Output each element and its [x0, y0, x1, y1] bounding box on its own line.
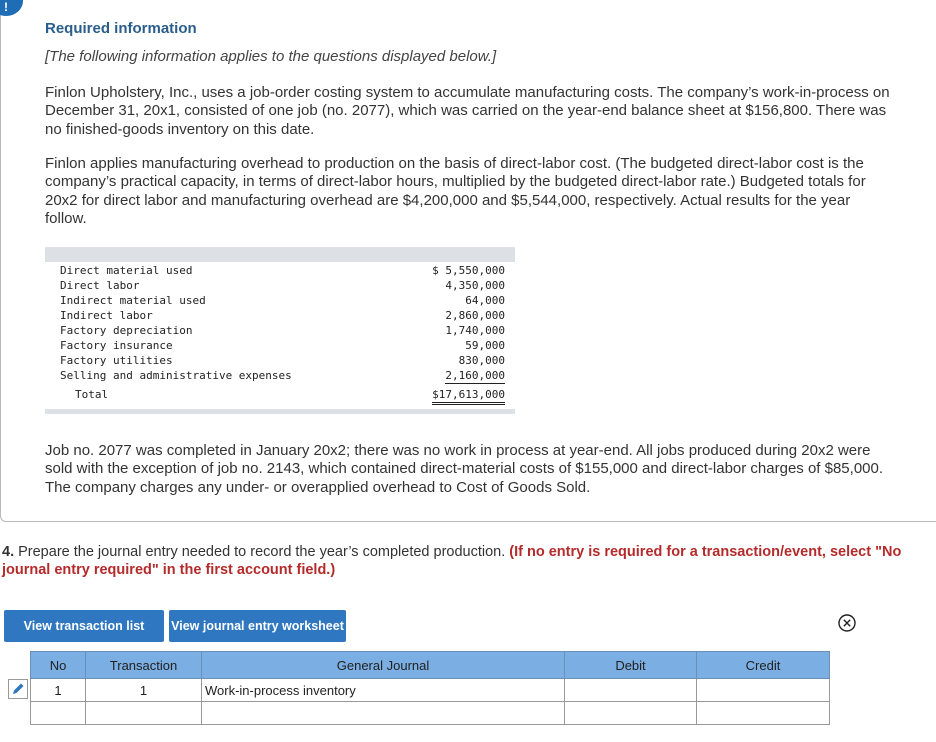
- cost-row: [60, 309, 505, 324]
- cost-amount: 2,860,000: [445, 309, 505, 322]
- pencil-icon[interactable]: [8, 679, 28, 699]
- cost-amount: $ 5,550,000: [432, 264, 505, 277]
- debit-field[interactable]: [565, 679, 697, 702]
- cost-label: Indirect labor: [60, 309, 153, 322]
- journal-entry-table: [30, 651, 830, 725]
- cost-label: Factory utilities: [60, 354, 173, 367]
- cost-row: [60, 279, 505, 294]
- col-header-transaction: Transaction: [86, 652, 202, 679]
- close-circle-icon[interactable]: [838, 614, 856, 632]
- question-4: [2, 543, 936, 579]
- table-row: [31, 702, 830, 725]
- account-field[interactable]: [202, 702, 565, 725]
- cost-label: Selling and administrative expenses: [60, 369, 292, 382]
- paragraph-2: Finlon applies manufacturing overhead to production on the basis of direct-labor cost. (The budgeted direct-labor cost is the company’s practical capacity, in terms of direct-labor hours, multiplied by the budgeted direct-labor rate.) Budgeted totals for 20x2 for direct labor and manufacturing overhead are $4,200,000 and $5,544,000, respectively. Actual results for the year follow.: [45, 155, 866, 227]
- cost-row: [60, 294, 505, 309]
- paragraph-3: Job no. 2077 was completed in January 20x2; there was no work in process at year-end. All jobs produced during 20x2 were sold with the exception of job no. 2143, which contained direct-material costs of $155,000 and direct-labor charges of $85,000. The company charges any under- or overapplied overhead to Cost of Goods Sold.: [45, 442, 884, 496]
- paragraph-1: Finlon Upholstery, Inc., uses a job-order costing system to accumulate manufacturing costs. The company’s work-in-process on December 31, 20x1, consisted of one job (no. 2077), which was carried on the year-end balance sheet at $156,800. There was no finished-goods inventory on this date.: [45, 84, 890, 138]
- info-badge-icon: !: [0, 0, 23, 16]
- row-transaction: 1: [86, 679, 202, 702]
- total-row: [60, 388, 505, 403]
- cost-amount: 1,740,000: [445, 324, 505, 337]
- credit-field[interactable]: [697, 702, 830, 725]
- cost-label: Factory insurance: [60, 339, 173, 352]
- view-transaction-list-button[interactable]: View transaction list: [4, 610, 164, 642]
- cost-amount: 2,160,000: [445, 369, 505, 382]
- cost-label: Direct labor: [60, 279, 140, 292]
- table-header-bar: [45, 247, 515, 262]
- required-info-title: Required information: [45, 20, 197, 37]
- cost-table: [45, 247, 515, 417]
- question-number: 4.: [2, 544, 15, 560]
- col-header-debit: Debit: [565, 652, 697, 679]
- col-header-general-journal: General Journal: [202, 652, 565, 679]
- total-amount: $17,613,000: [432, 388, 505, 405]
- table-footer-bar: [45, 409, 515, 414]
- cost-label: Factory depreciation: [60, 324, 193, 337]
- info-note: [The following information applies to the questions displayed below.]: [45, 48, 497, 65]
- col-header-credit: Credit: [697, 652, 830, 679]
- cost-label: Direct material used: [60, 264, 193, 277]
- account-field[interactable]: Work-in-process inventory: [202, 679, 565, 702]
- cost-row: [60, 369, 505, 384]
- table-row: [31, 679, 830, 702]
- cost-amount: 4,350,000: [445, 279, 505, 292]
- cost-row: [60, 339, 505, 354]
- row-no: [31, 702, 86, 725]
- cost-row: [60, 264, 505, 279]
- cost-row: [60, 324, 505, 339]
- cost-label: Indirect material used: [60, 294, 206, 307]
- debit-field[interactable]: [565, 702, 697, 725]
- cost-amount: 59,000: [465, 339, 505, 352]
- col-header-no: No: [31, 652, 86, 679]
- total-label: Total: [75, 388, 109, 401]
- view-journal-entry-worksheet-button[interactable]: View journal entry worksheet: [169, 610, 346, 642]
- row-no: 1: [31, 679, 86, 702]
- row-transaction: [86, 702, 202, 725]
- credit-field[interactable]: [697, 679, 830, 702]
- cost-amount: 830,000: [458, 354, 505, 367]
- cost-row: [60, 354, 505, 369]
- question-text: Prepare the journal entry needed to record the year’s completed production.: [14, 544, 510, 560]
- cost-amount: 64,000: [465, 294, 505, 307]
- question-instruction: (If no entry is required for a transaction/event, select "No journal entry required" in the first account field.): [2, 544, 902, 578]
